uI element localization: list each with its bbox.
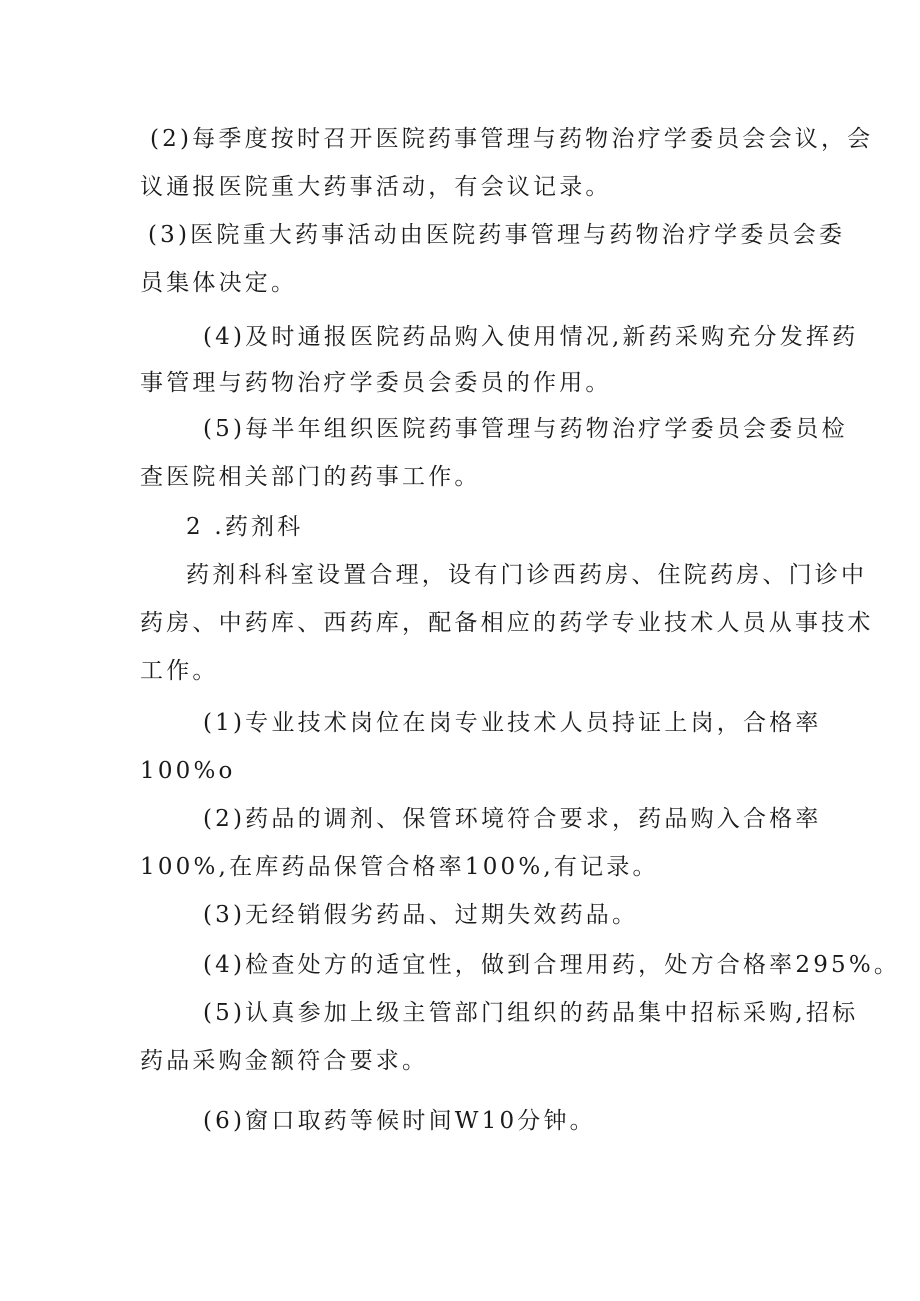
text-line: 药房、中药库、西药库，配备相应的药学专业技术人员从事技术 — [140, 610, 874, 636]
text-line: (4)检查处方的适宜性，做到合理用药，处方合格率295%。 — [203, 952, 901, 978]
text-line: (5)认真参加上级主管部门组织的药品集中招标采购,招标 — [203, 1000, 859, 1026]
text-line: (5)每半年组织医院药事管理与药物治疗学委员会委员检 — [203, 416, 848, 442]
text-line: (1)专业技术岗位在岗专业技术人员持证上岗，合格率 — [203, 710, 822, 736]
text-line: 查医院相关部门的药事工作。 — [140, 464, 481, 490]
text-line: (3)无经销假劣药品、过期失效药品。 — [203, 902, 639, 928]
text-line: (4)及时通报医院药品购入使用情况,新药采购充分发挥药 — [203, 324, 859, 350]
text-line: 事管理与药物治疗学委员会委员的作用。 — [140, 370, 612, 396]
text-line: (3)医院重大药事活动由医院药事管理与药物治疗学委员会委 — [148, 222, 846, 248]
text-line: 议通报医院重大药事活动，有会议记录。 — [140, 174, 612, 200]
text-line: 员集体决定。 — [140, 270, 298, 296]
text-line: 工作。 — [140, 658, 219, 684]
text-line: 药品采购金额符合要求。 — [140, 1048, 429, 1074]
text-line: (6)窗口取药等候时间W10分钟。 — [203, 1108, 596, 1134]
section-heading: 2 .药剂科 — [186, 514, 304, 540]
text-line: (2)每季度按时召开医院药事管理与药物治疗学委员会会议，会 — [150, 126, 874, 152]
text-line: 100%,在库药品保管合格率100%,有记录。 — [140, 854, 659, 880]
text-line: 100%o — [140, 758, 236, 784]
text-line: 药剂科科室设置合理，设有门诊西药房、住院药房、门诊中 — [186, 562, 868, 588]
text-line: (2)药品的调剂、保管环境符合要求，药品购入合格率 — [203, 806, 822, 832]
